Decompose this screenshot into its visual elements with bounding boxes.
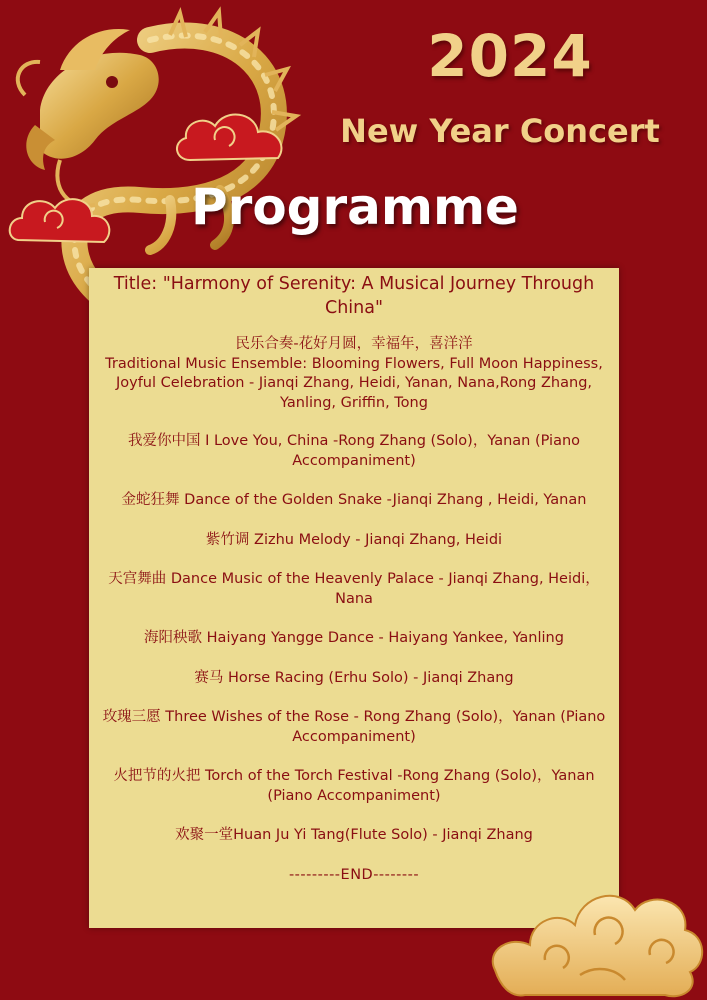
- programme-item: 赛马 Horse Racing (Erhu Solo) - Jianqi Zhang: [194, 669, 514, 686]
- programme-item: 火把节的火把 Torch of the Torch Festival -Rong Zhang (Solo)，Yanan (Piano Accompaniment): [113, 768, 595, 804]
- programme-item: 天宫舞曲 Dance Music of the Heavenly Palace - Jianqi Zhang, Heidi，Nana: [108, 571, 600, 607]
- event-title: New Year Concert: [340, 112, 660, 150]
- programme-item: [98, 335, 610, 413]
- poster-year: 2024: [427, 22, 593, 90]
- programme-heading: Programme: [191, 178, 519, 236]
- programme-item: 我爱你中国 I Love You, China -Rong Zhang (Solo)，Yanan (Piano Accompaniment): [127, 433, 581, 469]
- programme-title: Title: "Harmony of Serenity: A Musical Journey Through China": [113, 274, 595, 318]
- programme-item: 玫瑰三愿 Three Wishes of the Rose - Rong Zhang (Solo)，Yanan (Piano Accompaniment): [102, 709, 606, 745]
- programme-item: 海阳秧歌 Haiyang Yangge Dance - Haiyang Yankee, Yanling: [144, 630, 564, 646]
- programme-item-chinese: 民乐合奏-花好月圆，幸福年，喜洋洋: [235, 336, 473, 352]
- programme-item: 欢聚一堂Huan Ju Yi Tang(Flute Solo) - Jianqi Zhang: [175, 827, 533, 843]
- golden-cloud-illustration: [485, 880, 707, 1000]
- programme-item: 紫竹调 Zizhu Melody - Jianqi Zhang, Heidi: [205, 531, 503, 548]
- programme-list: [98, 272, 610, 885]
- programme-item-english: Traditional Music Ensemble: Blooming Flowers, Full Moon Happiness, Joyful Celebration - Jianqi Zhang, Heidi, Yanan, Nana,Rong Zhang, Yanling, Griffin, Tong: [105, 355, 603, 411]
- programme-end-marker: ---------END--------: [288, 866, 420, 883]
- programme-item: 金蛇狂舞 Dance of the Golden Snake -Jianqi Zhang , Heidi, Yanan: [121, 492, 587, 508]
